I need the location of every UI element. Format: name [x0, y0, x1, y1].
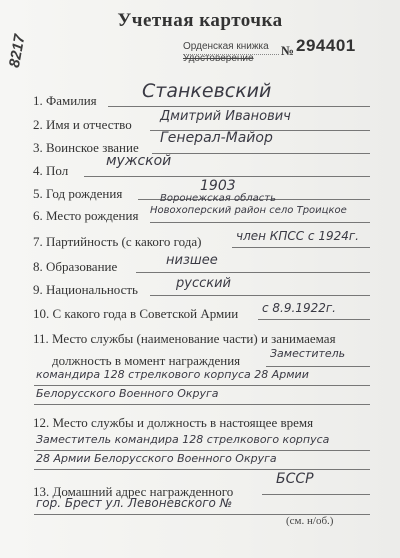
- book-number: 294401: [296, 36, 356, 55]
- label-current-service: 12. Место службы и должность в настоящее время: [33, 415, 314, 430]
- label-service-award-line2: должность в момент награждения: [52, 353, 241, 368]
- value-current-service-line1: Заместитель командира 128 стрелкового корпуса: [36, 433, 330, 446]
- value-sex: мужской: [106, 153, 172, 169]
- label-party: 7. Партийность (с какого года): [33, 234, 202, 249]
- line-sex: [84, 176, 370, 177]
- value-home-address-line1: БССР: [276, 471, 314, 487]
- value-birth-year: 1903: [200, 178, 236, 194]
- value-surname: Станкевский: [142, 80, 272, 102]
- line-birthplace: [150, 222, 370, 223]
- label-home-address: 13. Домашний адрес награжденного: [33, 484, 234, 499]
- value-current-service-line2: 28 Армии Белорусского Военного Округа: [36, 452, 277, 465]
- line-rank: [152, 153, 370, 154]
- card-title: Учетная карточка: [117, 10, 283, 31]
- footnote: (см. н/об.): [286, 515, 334, 527]
- label-birth-year: 5. Год рождения: [33, 186, 123, 201]
- line-service-award-1: [266, 366, 370, 367]
- number-sign: №: [281, 43, 295, 58]
- line-current-service-2: [34, 469, 370, 470]
- line-surname: [108, 106, 370, 107]
- line-service-award-2: [34, 385, 370, 386]
- value-nationality: русский: [176, 276, 231, 291]
- book-type: [183, 41, 269, 65]
- line-party: [232, 247, 370, 248]
- label-nationality: 9. Национальность: [33, 282, 138, 297]
- value-service-award-line2: командира 128 стрелкового корпуса 28 Армии: [36, 368, 309, 381]
- line-nationality: [150, 295, 370, 296]
- value-education: низшее: [166, 253, 218, 268]
- label-army-since: 10. С какого года в Советской Армии: [33, 306, 239, 321]
- line-current-service-1: [34, 450, 370, 451]
- value-birthplace-line2: Новохоперский район село Троицкое: [150, 205, 347, 216]
- value-rank: Генерал-Майор: [160, 130, 273, 146]
- value-army-since: с 8.9.1922г.: [262, 301, 336, 315]
- label-education: 8. Образование: [33, 259, 118, 274]
- book-type-line: [183, 54, 279, 55]
- label-name: 2. Имя и отчество: [33, 117, 132, 132]
- label-surname: 1. Фамилия: [33, 93, 97, 108]
- value-birthplace-line1: Воронежская область: [160, 193, 277, 204]
- archive-stamp: 8217: [6, 33, 29, 69]
- line-service-award-3: [34, 404, 370, 405]
- book-type-struck: Удостоверение: [183, 53, 254, 64]
- label-sex: 4. Пол: [33, 163, 69, 178]
- label-service-award-line1: 11. Место службы (наименование части) и занимаемая: [33, 331, 336, 346]
- value-service-award-line1: Заместитель: [270, 347, 346, 360]
- value-party: член КПСС с 1924г.: [236, 229, 359, 243]
- label-birthplace: 6. Место рождения: [33, 208, 139, 223]
- value-name: Дмитрий Иванович: [160, 109, 291, 124]
- value-service-award-line3: Белорусского Военного Округа: [36, 387, 219, 400]
- line-education: [136, 272, 370, 273]
- value-home-address-line2: гор. Брест ул. Левоневского №: [36, 496, 233, 510]
- label-rank: 3. Воинское звание: [33, 140, 139, 155]
- line-army-since: [258, 319, 370, 320]
- book-type-label: Орденская книжка: [183, 41, 269, 52]
- line-home-address-1: [262, 494, 370, 495]
